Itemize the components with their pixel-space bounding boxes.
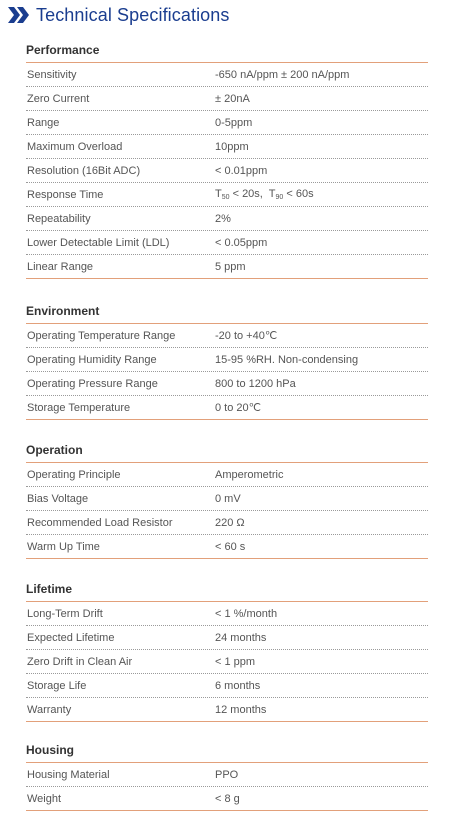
double-chevron-right-icon: [8, 7, 30, 23]
spec-value: < 0.01ppm: [215, 164, 268, 177]
spec-value: PPO: [215, 768, 239, 781]
spec-row: [26, 111, 428, 135]
spec-label: Range: [27, 116, 60, 129]
spec-row: [26, 626, 428, 650]
spec-row: [26, 87, 428, 111]
spec-row: [26, 207, 428, 231]
spec-row: [26, 135, 428, 159]
spec-label: Bias Voltage: [27, 492, 89, 505]
spec-label: Expected Lifetime: [27, 631, 115, 644]
spec-label: Resolution (16Bit ADC): [27, 164, 141, 177]
spec-label: Operating Humidity Range: [27, 353, 157, 366]
spec-label: Housing Material: [27, 768, 110, 781]
spec-row: [26, 535, 428, 559]
section-title: Lifetime: [26, 576, 428, 602]
t90-subscript: 90: [275, 194, 284, 201]
spec-label: Sensitivity: [27, 68, 77, 81]
spec-row: [26, 231, 428, 255]
spec-value: 0 mV: [215, 492, 241, 505]
spec-value: 10ppm: [215, 140, 249, 153]
spec-label: Zero Current: [27, 92, 90, 105]
spec-label: Long-Term Drift: [27, 607, 103, 620]
spec-value: 12 months: [215, 703, 267, 716]
spec-row: [26, 511, 428, 535]
spec-row: [26, 763, 428, 787]
spec-row: [26, 159, 428, 183]
spec-value: -20 to +40℃: [215, 330, 278, 342]
spec-value: 5 ppm: [215, 260, 246, 273]
t90-symbol: T: [268, 188, 276, 200]
spec-value: ± 20nA: [215, 92, 250, 105]
t90-value: < 60s: [283, 188, 314, 200]
spec-row: [26, 787, 428, 811]
spec-value: 24 months: [215, 631, 267, 644]
spec-value: 220 Ω: [215, 516, 245, 529]
t50-subscript: 50: [221, 194, 230, 201]
spec-row: [26, 650, 428, 674]
spec-label: Repeatability: [27, 212, 91, 225]
spec-row: [26, 463, 428, 487]
spec-value: < 1 ppm: [215, 655, 256, 668]
spec-label: Operating Pressure Range: [27, 377, 158, 390]
spec-label: Storage Temperature: [27, 401, 131, 414]
spec-value: 2%: [215, 212, 231, 225]
section-lifetime: [26, 576, 428, 722]
spec-value: < 8 g: [215, 792, 240, 805]
section-title: Operation: [26, 437, 428, 463]
spec-row: [26, 63, 428, 87]
spec-row: [26, 698, 428, 722]
spec-label: Operating Temperature Range: [27, 329, 176, 342]
spec-row: [26, 372, 428, 396]
spec-value: -650 nA/ppm ± 200 nA/ppm: [215, 68, 350, 81]
spec-row: [26, 255, 428, 279]
spec-value: < 0.05ppm: [215, 236, 268, 249]
spec-row: [26, 396, 428, 420]
t50-symbol: T: [215, 188, 222, 200]
spec-label: Storage Life: [27, 679, 87, 692]
spec-label: Warm Up Time: [27, 540, 100, 553]
spec-row: [26, 487, 428, 511]
spec-value: Amperometric: [215, 468, 284, 481]
spec-value: 0 to 20℃: [215, 402, 261, 414]
section-housing: [26, 737, 428, 811]
section-title: Performance: [26, 37, 428, 63]
section-operation: [26, 437, 428, 559]
spec-row: [26, 183, 428, 207]
spec-row: [26, 348, 428, 372]
spec-value: 0-5ppm: [215, 116, 253, 129]
spec-row: [26, 602, 428, 626]
spec-row: [26, 674, 428, 698]
spec-label: Linear Range: [27, 260, 94, 273]
spec-label: Response Time: [27, 188, 104, 201]
spec-label: Warranty: [27, 703, 72, 716]
spec-label: Weight: [27, 792, 62, 805]
t50-value: < 20s,: [229, 188, 269, 200]
spec-label: Operating Principle: [27, 468, 121, 481]
spec-value: 15-95 %RH. Non-condensing: [215, 353, 359, 366]
section-title: Environment: [26, 298, 428, 324]
page-header: [8, 3, 230, 27]
spec-label: Lower Detectable Limit (LDL): [27, 236, 170, 249]
spec-value-response-time: [215, 188, 314, 201]
spec-value: 800 to 1200 hPa: [215, 377, 296, 390]
spec-label: Maximum Overload: [27, 140, 123, 153]
spec-value: 6 months: [215, 679, 261, 692]
section-title: Housing: [26, 737, 428, 763]
spec-label: Recommended Load Resistor: [27, 516, 173, 529]
spec-value: < 60 s: [215, 540, 246, 553]
spec-value: < 1 %/month: [215, 607, 278, 620]
page-title: Technical Specifications: [36, 4, 230, 25]
spec-row: [26, 324, 428, 348]
spec-label: Zero Drift in Clean Air: [27, 655, 133, 668]
section-environment: [26, 298, 428, 420]
section-performance: [26, 37, 428, 279]
